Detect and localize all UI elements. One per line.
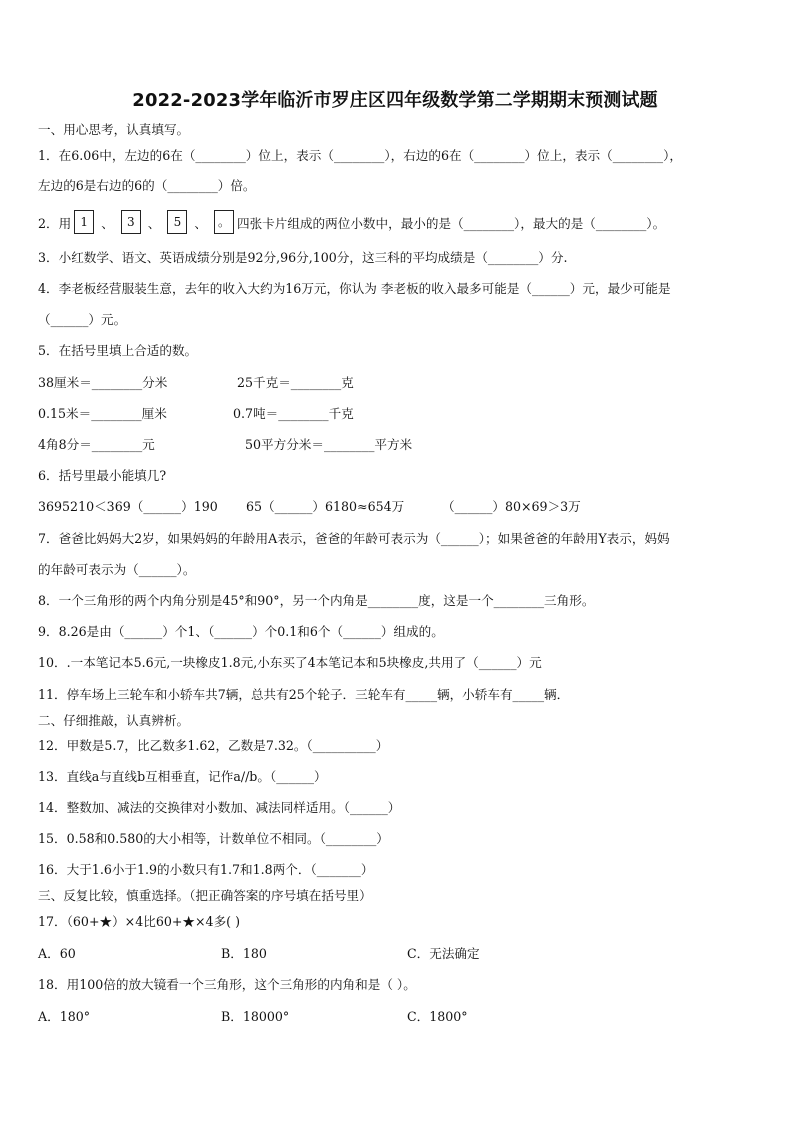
question-17-option-a: A．60 bbox=[38, 946, 76, 961]
question-6-item: （______）80×69＞3万 bbox=[442, 499, 581, 514]
question-18-option-c: C．1800° bbox=[407, 1009, 468, 1024]
digit-card-3: 3 bbox=[121, 210, 141, 234]
card-separator: 、 bbox=[147, 215, 161, 231]
question-5-item: 38厘米＝________分米 bbox=[38, 375, 168, 390]
question-7-line-2: 的年龄可表示为（______）。 bbox=[38, 562, 196, 577]
decimal-point-card: 。 bbox=[214, 210, 234, 234]
question-5-item: 4角8分＝________元 bbox=[38, 437, 155, 452]
question-8: 8．一个三角形的两个内角分别是45°和90°，另一个内角是________度，这是一个________三角形。 bbox=[38, 593, 595, 608]
question-17: 17．（60+★）×4比60+★×4多( ) bbox=[38, 914, 240, 929]
question-12: 12．甲数是5.7，比乙数多1.62，乙数是7.32。（__________） bbox=[38, 738, 389, 753]
question-11: 11．停车场上三轮车和小轿车共7辆，总共有25个轮子．三轮车有_____辆，小轿车有_____辆． bbox=[38, 687, 570, 702]
question-15: 15．0.58和0.580的大小相等，计数单位不相同。（________） bbox=[38, 831, 389, 846]
card-separator: 、 bbox=[101, 215, 114, 231]
digit-card-5: 5 bbox=[167, 210, 187, 234]
question-18-option-b: B．18000° bbox=[221, 1009, 290, 1024]
question-14: 14．整数加、减法的交换律对小数加、减法同样适用。（______） bbox=[38, 800, 401, 815]
section-heading-1: 一、用心思考，认真填写。 bbox=[38, 122, 190, 137]
digit-card-1: 1 bbox=[74, 210, 94, 234]
question-17-option-c: C．无法确定 bbox=[407, 946, 480, 961]
question-2-suffix: 四张卡片组成的两位小数中，最小的是（________），最大的是（________）。 bbox=[236, 215, 666, 231]
section-heading-3: 三、反复比较，慎重选择。（把正确答案的序号填在括号里） bbox=[38, 888, 372, 903]
card-separator: 、 bbox=[194, 215, 207, 231]
question-17-option-b: B．180 bbox=[221, 946, 267, 961]
question-7-line-1: 7．爸爸比妈妈大2岁，如果妈妈的年龄用A表示，爸爸的年龄可表示为（______）；如果爸爸的年龄用Y表示，妈妈 bbox=[38, 531, 670, 546]
question-5-item: 50平方分米＝________平方米 bbox=[245, 437, 413, 452]
section-heading-2: 二、仔细推敲，认真辨析。 bbox=[38, 713, 190, 728]
question-1-line-1: 1．在6.06中，左边的6在（________）位上，表示（________），右边的6在（________）位上，表示（________）， bbox=[38, 148, 682, 163]
question-10: 10．.一本笔记本5.6元,一块橡皮1.8元,小东买了4本笔记本和5块橡皮,共用了（______）元 bbox=[38, 655, 542, 670]
question-18-option-a: A．180° bbox=[38, 1009, 91, 1024]
question-1-line-2: 左边的6是右边的6的（________）倍。 bbox=[38, 178, 256, 193]
question-4-line-1: 4．李老板经营服装生意，去年的收入大约为16万元，你认为 李老板的收入最多可能是（______）元，最少可能是 bbox=[38, 281, 671, 296]
question-2 bbox=[38, 209, 665, 235]
question-6-item: 65（______）6180≈654万 bbox=[246, 499, 405, 514]
page-title: 2022-2023学年临沂市罗庄区四年级数学第二学期期末预测试题 bbox=[132, 90, 658, 111]
question-5-item: 0.7吨＝________千克 bbox=[233, 406, 354, 421]
question-18: 18．用100倍的放大镜看一个三角形，这个三角形的内角和是（ ）。 bbox=[38, 977, 416, 992]
question-5-item: 25千克＝________克 bbox=[237, 375, 354, 390]
question-4-line-2: （______）元。 bbox=[38, 312, 127, 327]
question-16: 16．大于1.6小于1.9的小数只有1.7和1.8两个．（_______） bbox=[38, 862, 374, 877]
question-9: 9．8.26是由（______）个1、（______）个0.1和6个（______）组成的。 bbox=[38, 624, 444, 639]
question-5: 5．在括号里填上合适的数。 bbox=[38, 343, 198, 358]
question-5-item: 0.15米＝________厘米 bbox=[38, 406, 167, 421]
question-3: 3．小红数学、语文、英语成绩分别是92分,96分,100分，这三科的平均成绩是（________）分. bbox=[38, 250, 568, 265]
question-13: 13．直线a与直线b互相垂直，记作a//b。（______） bbox=[38, 769, 327, 784]
question-2-prefix: 2．用 bbox=[38, 215, 72, 231]
question-6-item: 3695210＜369（______）190 bbox=[38, 499, 218, 514]
question-6: 6．括号里最小能填几? bbox=[38, 468, 167, 483]
